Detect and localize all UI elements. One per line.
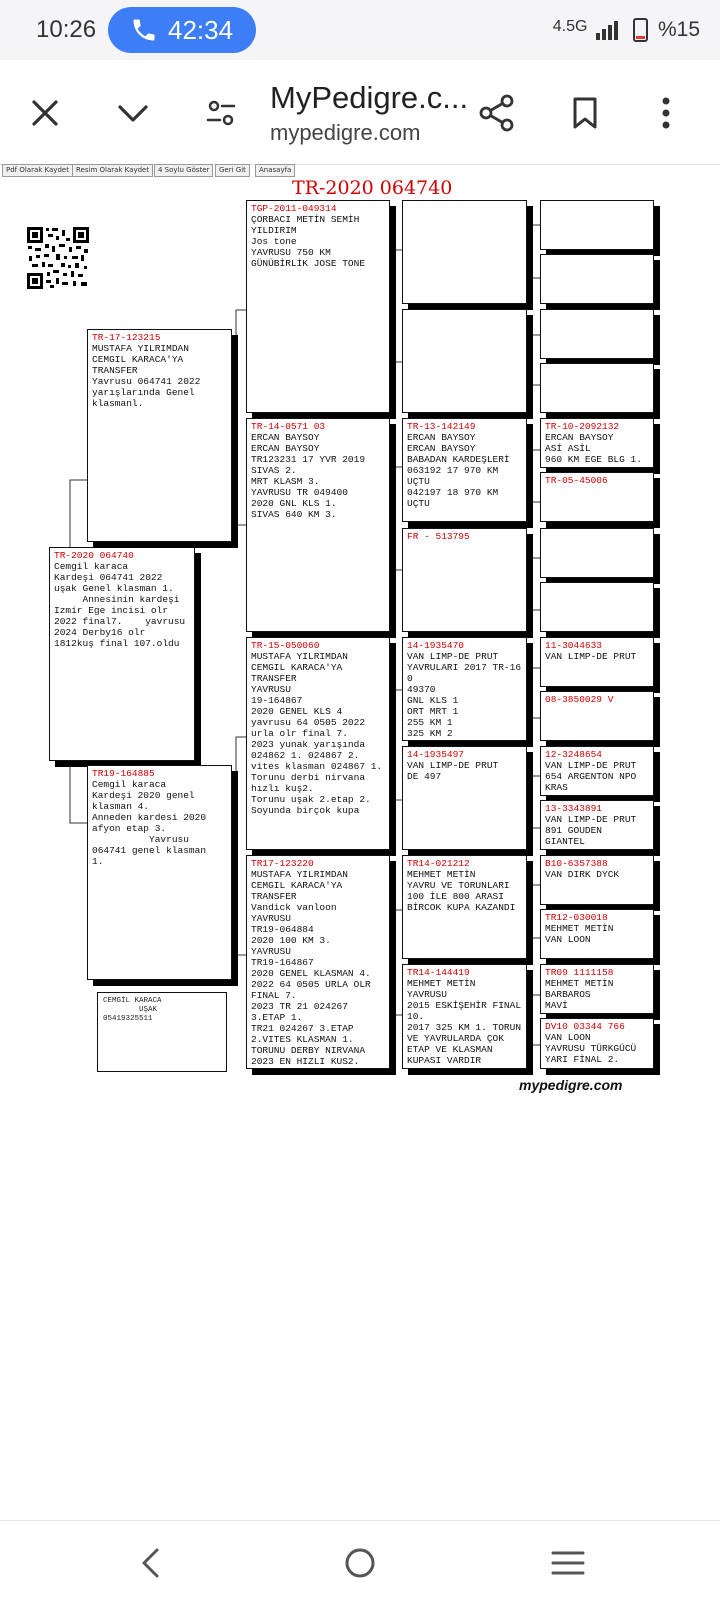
pedigree-great-grandparent-box[interactable] — [402, 528, 527, 632]
pedigree-ancestor-box[interactable] — [540, 1018, 654, 1069]
pigeon-notes: MEHMET METİN VAN LOON — [545, 923, 614, 945]
show-4-generations-button[interactable]: 4 Soylu Göster — [154, 164, 213, 177]
pigeon-notes: Cemgil karaca Kardeşi 064741 2022 uşak Genel klasman 1. Annesinin kardeşi Izmir Ege incisi olr 2022 final7. yavrusu 2024 Derby16 olr 1812kuş final 107.oldu — [54, 561, 186, 649]
pedigree-grandparent-box[interactable] — [246, 200, 390, 413]
network-type: 4.5G — [552, 18, 588, 35]
pigeon-notes: MUSTAFA YILRIMDAN CEMGIL KARACA'YA TRANSFER Vandick vanloon YAVRUSU TR19-064884 2020 100 KM 3. YAVRUSU TR19-164867 2020 GENEL KLASMAN 4. 2022 64 0505 URLA OLR FINAL 7. 2023 TR 21 024267 3.ETAP 1. TR21 024267 3.ETAP 2.VITES KLASMAN 1. TORUNU DERBY NIRVANA 2023 EN HIZLI KUS2. — [251, 869, 371, 1067]
pigeon-notes: VAN LIMP-DE PRUT DE 497 — [407, 760, 499, 782]
clock: 10:26 — [36, 16, 97, 43]
pigeon-notes: VAN LIMP-DE PRUT YAVRULARI 2017 TR-16 0 49370 GNL KLS 1 ORT MRT 1 255 KM 1 325 KM 2 — [407, 651, 522, 739]
battery-level: %15 — [657, 18, 700, 41]
pdf-save-button[interactable]: Pdf Olarak Kaydet — [2, 164, 73, 177]
pedigree-great-grandparent-box[interactable] — [402, 637, 527, 741]
pigeon-notes: VAN LIMP-DE PRUT 654 ARGENTON NPO KRAS — [545, 760, 637, 793]
home-button[interactable]: Anasayfa — [255, 164, 295, 177]
pigeon-notes: MUSTAFA YILRIMDAN CEMGIL KARACA'YA TRANSFER Yavrusu 064741 2022 yarışlarında Genel klasmanl. — [92, 343, 201, 409]
page-url[interactable]: mypedigre.com — [270, 120, 421, 145]
ring-number: 11-3044633 — [545, 640, 603, 651]
ring-number: TR14-021212 — [407, 858, 470, 869]
ring-number: TR-14-0571 03 — [251, 421, 326, 432]
pedigree-great-grandparent-box[interactable] — [402, 200, 527, 304]
pigeon-notes: VAN DIRK DYCK — [545, 869, 620, 880]
ring-number: TR-05-45006 — [545, 475, 608, 486]
ring-number: 13-3343891 — [545, 803, 603, 814]
pedigree-grandparent-box[interactable] — [246, 418, 390, 632]
pedigree-ancestor-box[interactable] — [540, 582, 654, 632]
pedigree-grandparent-box[interactable] — [246, 855, 390, 1069]
ring-number: 14-1935497 — [407, 749, 465, 760]
pigeon-notes: MEHMET METİN YAVRU VE TORUNLARI 100 İLE 800 ARASI BİRCOK KUPA KAZANDI — [407, 869, 516, 913]
ring-number: TR-13-142149 — [407, 421, 476, 432]
pigeon-notes: ÇORBACI METİN SEMİH YILDIRIM Jos tone YAVRUSU 750 KM GÜNÜBİRLİK JOSE TONE — [251, 214, 366, 269]
ring-number: TR-17-123215 — [92, 332, 161, 343]
ring-number: 12-3248654 — [545, 749, 603, 760]
pedigree-ancestor-box[interactable] — [540, 746, 654, 796]
pedigree-ancestor-box[interactable] — [540, 363, 654, 413]
pedigree-ancestor-box[interactable] — [540, 909, 654, 959]
ring-number: TR17-123220 — [251, 858, 314, 869]
pedigree-ancestor-box[interactable] — [540, 637, 654, 687]
pedigree-ancestor-box[interactable] — [540, 691, 654, 741]
pedigree-ancestor-box[interactable] — [540, 254, 654, 304]
home-icon[interactable] — [338, 1541, 382, 1585]
ring-number: DV10 03344 766 — [545, 1021, 625, 1032]
ring-number: 08-3850029 V — [545, 694, 614, 705]
pedigree-title: TR-2020 064740 — [292, 177, 453, 199]
pigeon-notes: ERCAN BAYSOY ASİ ASİL 960 KM EGE BLG 1. — [545, 432, 642, 465]
ring-number: TR-10-2092132 — [545, 421, 620, 432]
call-timer: 42:34 — [168, 15, 234, 45]
pigeon-notes: MUSTAFA YILRIMDAN CEMGIL KARACA'YA TRANSFER YAVRUSU 19-164867 2020 GENEL KLS 4 yavrusu 64 0505 2022 urla olr final 7. 2023 yunak yarışında 024862 1. 024867 2. vites klasman 024867 1. Torunu derbi nirvana hızlı kuş2. Torunu uşak 2.etap 2. Soyunda birçok kupa — [251, 651, 383, 816]
pigeon-notes: Cemgil karaca Kardeşi 2020 genel klasman 4. Anneden kardesi 2020 afyon etap 3. Yavrusu 064741 genel klasman 1. — [92, 779, 207, 867]
pedigree-ancestor-box[interactable] — [540, 472, 654, 522]
pedigree-ancestor-box[interactable] — [540, 309, 654, 359]
pigeon-notes: VAN LIMP-DE PRUT — [545, 651, 637, 662]
site-watermark: mypedigre.com — [519, 1077, 623, 1093]
ring-number: B10-6357388 — [545, 858, 608, 869]
ring-number: TR-15-050060 — [251, 640, 320, 651]
pedigree-ancestor-box[interactable] — [540, 528, 654, 578]
pedigree-ancestor-box[interactable] — [540, 418, 654, 468]
ring-number: TR-2020 064740 — [54, 550, 134, 561]
ring-number: TGP-2011-049314 — [251, 203, 337, 214]
pedigree-great-grandparent-box[interactable] — [402, 964, 527, 1069]
pigeon-notes: ERCAN BAYSOY ERCAN BAYSOY BABADAN KARDEŞLERİ 063192 17 970 KM UÇTU 042197 18 970 KM UÇTU — [407, 432, 510, 509]
ring-number: FR - 513795 — [407, 531, 470, 542]
pedigree-ancestor-box[interactable] — [540, 800, 654, 850]
page-title: MyPedigre.c... — [270, 80, 469, 115]
pigeon-notes: VAN LOON YAVRUSU TÜRKGÜCÜ YARI FİNAL 2. — [545, 1032, 637, 1065]
breeder-contact-box: CEMGİL KARACA UŞAK 05419325511 — [97, 992, 227, 1072]
pedigree-grandparent-box[interactable] — [246, 637, 390, 850]
ring-number: TR14-144419 — [407, 967, 470, 978]
pigeon-notes: MEHMET METİN YAVRUSU 2015 ESKİŞEHİR FINAL 10. 2017 325 KM 1. TORUN VE YAVRULARDA ÇOK ETAP VE KLASMAN KUPASI VARDIR — [407, 978, 522, 1066]
ring-number: TR12-030018 — [545, 912, 608, 923]
pedigree-ancestor-box[interactable] — [540, 200, 654, 250]
pigeon-notes: ERCAN BAYSOY ERCAN BAYSOY TR123231 17 YVR 2019 SIVAS 2. MRT KLASM 3. YAVRUSU TR 049400 2020 GNL KLS 1. SIVAS 640 KM 3. — [251, 432, 366, 520]
ring-number: 14-1935470 — [407, 640, 465, 651]
pigeon-notes: VAN LIMP-DE PRUT 891 GOUDEN GIANTEL — [545, 814, 637, 847]
pedigree-ancestor-box[interactable] — [540, 855, 654, 905]
back-icon[interactable] — [130, 1541, 174, 1585]
pedigree-ancestor-box[interactable] — [540, 964, 654, 1014]
go-back-button[interactable]: Geri Git — [215, 164, 250, 177]
recent-apps-icon[interactable] — [546, 1541, 590, 1585]
pedigree-great-grandparent-box[interactable] — [402, 418, 527, 522]
pedigree-subject-box[interactable] — [49, 547, 195, 761]
ring-number: TR19-164885 — [92, 768, 155, 779]
ring-number: TR09 1111158 — [545, 967, 614, 978]
pigeon-notes: MEHMET METİN BARBAROS MAVİ — [545, 978, 614, 1011]
pedigree-sire-box[interactable] — [87, 329, 232, 542]
system-navigation-bar — [0, 1520, 720, 1601]
pedigree-great-grandparent-box[interactable] — [402, 855, 527, 959]
pedigree-great-grandparent-box[interactable] — [402, 309, 527, 413]
image-save-button[interactable]: Resim Olarak Kaydet — [72, 164, 153, 177]
pedigree-dam-box[interactable] — [87, 765, 232, 980]
pedigree-great-grandparent-box[interactable] — [402, 746, 527, 850]
